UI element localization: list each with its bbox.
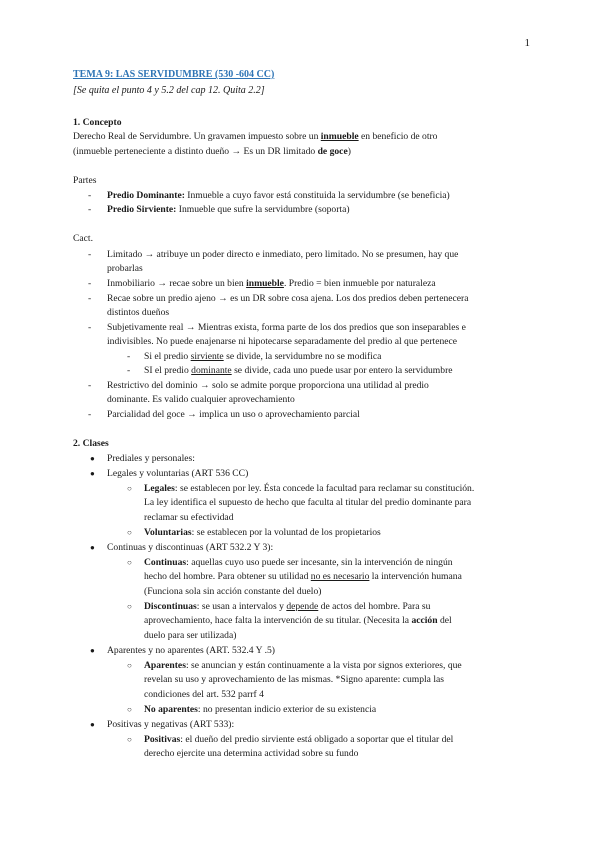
list-item-text	[107, 189, 528, 203]
text-run: : el dueño del predio sirviente está obligado a soportar que el titular del	[180, 734, 454, 745]
circle-marker: ○	[127, 558, 132, 567]
text-run-bold: inmueble	[246, 278, 284, 289]
text-run-bold: Discontinuas	[144, 601, 197, 612]
text-run-bold: acción	[411, 615, 438, 627]
sub-bullet-item	[127, 556, 527, 599]
dash-marker: -	[127, 351, 131, 362]
text-run: : se usan a intervalos y	[196, 601, 287, 612]
text-run: se divide, cada uno puede usar por entero la servidumbre	[231, 365, 453, 376]
partes-heading: Partes	[73, 175, 97, 186]
bullet-item	[88, 541, 528, 555]
dash-marker: -	[88, 409, 92, 420]
section-concepto	[73, 116, 533, 159]
circle-marker: ○	[127, 484, 132, 493]
text-run: Inmueble que sufre la servidumbre (soporta)	[176, 204, 350, 215]
sub-bullet-text-cont: duelo para ser utilizada)	[144, 629, 237, 641]
text-run-underline: sirviente	[190, 351, 224, 362]
bullet-marker: ●	[90, 543, 95, 552]
text-run-bold: Legales	[144, 483, 175, 494]
bullet-marker: ●	[90, 720, 95, 729]
bullet-item-text: Positivas y negativas (ART 533):	[107, 719, 235, 730]
list-item-text: Recae sobre un predio ajeno → es un DR sobre cosa ajena. Los dos predios deben pertenecera	[107, 293, 469, 304]
dash-marker: -	[88, 322, 92, 333]
sub-bullet-text	[144, 703, 527, 717]
text-run: : se establecen por ley. Ésta concede la facultad para reclamar su constitución.	[174, 483, 475, 494]
text-run: Inmueble a cuyo favor está constituida la servidumbre (se beneficia)	[184, 190, 450, 201]
sub-bullet-text	[144, 659, 527, 673]
sub-list-item	[127, 350, 527, 364]
text-run: se divide, la servidumbre no se modifica	[223, 351, 382, 362]
page-number: 1	[524, 37, 530, 49]
text-run-bold: Continuas	[144, 557, 187, 568]
sub-list-item-text	[144, 350, 527, 364]
circle-marker: ○	[127, 602, 132, 611]
list-item	[88, 292, 528, 321]
text-run: la intervención humana	[369, 571, 462, 583]
sub-bullet-item	[127, 733, 527, 762]
bullet-item	[88, 452, 528, 466]
text-run-underline: no es necesario	[310, 571, 370, 583]
sub-list-item	[127, 364, 527, 378]
sub-bullet-item	[127, 526, 527, 540]
section-heading-clases: 2. Clases	[73, 438, 109, 449]
text-run-bold: Voluntarias	[144, 527, 192, 538]
sub-bullet-text	[144, 526, 527, 540]
list-item-text: Limitado → atribuye un poder directo e inmediato, pero limitado. No se presumen, hay que	[107, 249, 459, 260]
text-run: : aquellas cuyo uso puede ser incesante, sin la intervención de ningún	[186, 557, 453, 568]
text-run-bold: Positivas	[144, 734, 181, 745]
list-item-text-cont: distintos dueños	[107, 307, 170, 319]
sub-bullet-text-cont: (Funciona sola sin acción constante del duelo)	[144, 585, 322, 597]
text-run: )	[347, 145, 351, 157]
section-heading-concepto: 1. Concepto	[73, 117, 122, 128]
sub-bullet-item	[127, 600, 527, 643]
text-run: hecho del hombre. Para obtener su utilidad	[144, 571, 311, 583]
list-item	[88, 189, 528, 203]
sub-bullet-text-cont	[144, 570, 527, 584]
text-run: en beneficio de otro	[358, 131, 438, 143]
list-item	[88, 203, 528, 217]
list-item-text: Subjetivamente real → Mientras exista, forma parte de los dos predios que son inseparables e	[107, 322, 466, 333]
text-run-bold: inmueble	[320, 131, 359, 143]
circle-marker: ○	[127, 528, 132, 537]
caract-heading: Cact.	[73, 233, 93, 244]
circle-marker: ○	[127, 735, 132, 744]
list-item-text: Parcialidad del goce → implica un uso o aprovechamiento parcial	[107, 409, 360, 420]
text-run: (inmueble perteneciente a distinto dueño → Es un DR limitado	[73, 145, 318, 157]
document-subtitle: [Se quita el punto 4 y 5.2 del cap 12. Quita 2.2]	[73, 85, 265, 96]
sub-bullet-text-cont: derecho ejercite una determina actividad sobre su fundo	[144, 748, 359, 760]
sub-bullet-text-cont: revelan su uso y aprovechamiento de las mismas. *Signo aparente: cumpla las	[144, 674, 444, 686]
sub-bullet-text-cont: reclamar su efectividad	[144, 511, 234, 523]
bullet-marker: ●	[90, 454, 95, 463]
bullet-item-text: Legales y voluntarias (ART 536 CC)	[107, 468, 249, 479]
list-item-text-cont: indivisibles. No puede enajenarse ni hipotecarse separadamente del predio al que pertenece	[107, 336, 458, 348]
dash-marker: -	[88, 278, 92, 289]
bullet-marker: ●	[90, 646, 95, 655]
circle-marker: ○	[127, 705, 132, 714]
sub-list-item-text	[144, 364, 527, 378]
text-run: : se establecen por la voluntad de los propietarios	[191, 527, 381, 538]
dash-marker: -	[88, 204, 92, 215]
text-run: Derecho Real de Servidumbre. Un gravamen impuesto sobre un	[73, 131, 321, 143]
text-run: del	[437, 615, 452, 627]
text-run: : no presentan indicio exterior de su existencia	[197, 704, 377, 715]
sub-bullet-text	[144, 482, 527, 496]
bullet-item	[88, 644, 528, 658]
sub-bullet-text-cont	[144, 614, 527, 628]
text-run: aprovechamiento, hace falta la intervención de su titular. (Necesita la	[144, 615, 412, 627]
dash-marker: -	[88, 249, 92, 260]
text-run: Inmobiliario → recae sobre un bien	[107, 278, 247, 289]
bullet-item-text: Continuas y discontinuas (ART 532.2 Y 3):	[107, 542, 274, 553]
circle-marker: ○	[127, 661, 132, 670]
dash-marker: -	[88, 190, 92, 201]
list-item-text: Restrictivo del dominio → solo se admite porque proporciona una utilidad al predio	[107, 380, 429, 391]
concepto-line-1	[73, 130, 533, 144]
dash-marker: -	[88, 293, 92, 304]
sub-bullet-item	[127, 482, 527, 525]
list-item-text	[107, 277, 528, 291]
sub-bullet-text	[144, 556, 527, 570]
sub-bullet-item	[127, 659, 527, 702]
sub-bullet-text-cont: La ley identifica el supuesto de hecho que faculta al titular del predio dominante para	[144, 497, 472, 509]
bullet-item-text: Prediales y personales:	[107, 453, 195, 464]
text-run-underline: dominante	[191, 365, 232, 376]
sub-bullet-text-cont: condiciones del art. 532 parrf 4	[144, 688, 264, 700]
bullet-marker: ●	[90, 469, 95, 478]
text-run-bold: Predio Sirviente:	[107, 204, 177, 215]
text-run-bold: Aparentes	[144, 660, 186, 671]
bullet-item	[88, 718, 528, 732]
list-item-text-cont: dominante. Es valido cualquier aprovechamiento	[107, 394, 295, 406]
list-item-text	[107, 203, 528, 217]
document-title: TEMA 9: LAS SERVIDUMBRE (530 -604 CC)	[73, 69, 275, 80]
list-item	[88, 321, 528, 350]
list-item	[88, 408, 528, 422]
text-run-bold: No aparentes	[144, 704, 198, 715]
text-run: . Predio = bien inmueble por naturaleza	[283, 278, 436, 289]
dash-marker: -	[127, 365, 131, 376]
list-item	[88, 277, 528, 291]
list-item	[88, 248, 528, 277]
bullet-item-text: Aparentes y no aparentes (ART. 532.4 Y .5)	[107, 645, 275, 656]
list-item-text-cont: probarlas	[107, 263, 143, 275]
text-run: Si el predio	[144, 351, 191, 362]
text-run-underline: depende	[286, 601, 319, 612]
text-run-bold: de goce	[317, 145, 348, 157]
sub-bullet-text	[144, 733, 527, 747]
text-run: SI el predio	[144, 365, 192, 376]
text-run: : se anuncian y están continuamente a la vista por signos exteriores, que	[185, 660, 462, 671]
list-item	[88, 379, 528, 408]
text-run-bold: Predio Dominante:	[107, 190, 185, 201]
concepto-line-2	[73, 145, 533, 159]
text-run: de actos del hombre. Para su	[318, 601, 431, 612]
sub-bullet-text	[144, 600, 527, 614]
sub-bullet-item	[127, 703, 527, 717]
bullet-item	[88, 467, 528, 481]
dash-marker: -	[88, 380, 92, 391]
